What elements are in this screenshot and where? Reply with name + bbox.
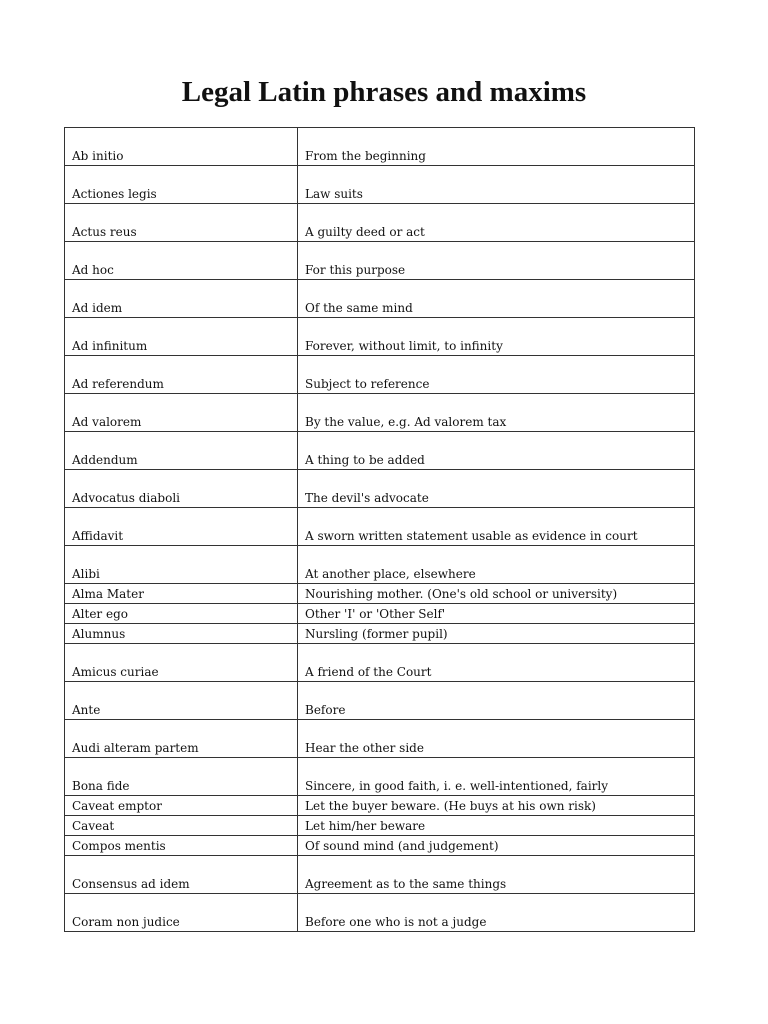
latin-phrase-cell: Bona fide xyxy=(65,758,298,796)
table-row xyxy=(65,584,695,604)
table-row xyxy=(65,318,695,356)
meaning-cell: Let him/her beware xyxy=(298,816,695,836)
latin-phrase-cell: Ante xyxy=(65,682,298,720)
latin-phrase-cell: Alumnus xyxy=(65,624,298,644)
meaning-cell: Before one who is not a judge xyxy=(298,894,695,932)
latin-phrase-cell: Caveat emptor xyxy=(65,796,298,816)
table-row xyxy=(65,356,695,394)
latin-phrase-cell: Ad idem xyxy=(65,280,298,318)
meaning-cell: Let the buyer beware. (He buys at his own risk) xyxy=(298,796,695,816)
table-row xyxy=(65,204,695,242)
latin-phrase-cell: Caveat xyxy=(65,816,298,836)
latin-phrase-cell: Audi alteram partem xyxy=(65,720,298,758)
table-row xyxy=(65,644,695,682)
latin-phrase-cell: Amicus curiae xyxy=(65,644,298,682)
latin-phrase-cell: Actus reus xyxy=(65,204,298,242)
table-row xyxy=(65,856,695,894)
meaning-cell: A thing to be added xyxy=(298,432,695,470)
phrases-table-body xyxy=(65,128,695,932)
table-row xyxy=(65,432,695,470)
table-row xyxy=(65,166,695,204)
meaning-cell: Law suits xyxy=(298,166,695,204)
page-title: Legal Latin phrases and maxims xyxy=(181,76,587,108)
latin-phrase-cell: Alter ego xyxy=(65,604,298,624)
latin-phrase-cell: Ab initio xyxy=(65,128,298,166)
table-row xyxy=(65,546,695,584)
latin-phrase-cell: Advocatus diaboli xyxy=(65,470,298,508)
latin-phrase-cell: Actiones legis xyxy=(65,166,298,204)
meaning-cell: Sincere, in good faith, i. e. well-intentioned, fairly xyxy=(298,758,695,796)
meaning-cell: At another place, elsewhere xyxy=(298,546,695,584)
latin-phrase-cell: Addendum xyxy=(65,432,298,470)
table-row xyxy=(65,816,695,836)
latin-phrase-cell: Alma Mater xyxy=(65,584,298,604)
meaning-cell: A sworn written statement usable as evidence in court xyxy=(298,508,695,546)
latin-phrase-cell: Compos mentis xyxy=(65,836,298,856)
meaning-cell: The devil's advocate xyxy=(298,470,695,508)
meaning-cell: Before xyxy=(298,682,695,720)
table-row xyxy=(65,624,695,644)
meaning-cell: Forever, without limit, to infinity xyxy=(298,318,695,356)
table-row xyxy=(65,682,695,720)
phrases-table xyxy=(64,127,695,932)
table-row xyxy=(65,836,695,856)
meaning-cell: For this purpose xyxy=(298,242,695,280)
latin-phrase-cell: Coram non judice xyxy=(65,894,298,932)
meaning-cell: A guilty deed or act xyxy=(298,204,695,242)
meaning-cell: Of the same mind xyxy=(298,280,695,318)
latin-phrase-cell: Alibi xyxy=(65,546,298,584)
latin-phrase-cell: Ad referendum xyxy=(65,356,298,394)
latin-phrase-cell: Ad hoc xyxy=(65,242,298,280)
meaning-cell: Of sound mind (and judgement) xyxy=(298,836,695,856)
meaning-cell: Agreement as to the same things xyxy=(298,856,695,894)
table-row xyxy=(65,796,695,816)
meaning-cell: A friend of the Court xyxy=(298,644,695,682)
meaning-cell: By the value, e.g. Ad valorem tax xyxy=(298,394,695,432)
table-row xyxy=(65,470,695,508)
table-row xyxy=(65,508,695,546)
meaning-cell: From the beginning xyxy=(298,128,695,166)
table-row xyxy=(65,758,695,796)
latin-phrase-cell: Ad valorem xyxy=(65,394,298,432)
meaning-cell: Nourishing mother. (One's old school or university) xyxy=(298,584,695,604)
latin-phrase-cell: Ad infinitum xyxy=(65,318,298,356)
meaning-cell: Hear the other side xyxy=(298,720,695,758)
table-row xyxy=(65,894,695,932)
meaning-cell: Subject to reference xyxy=(298,356,695,394)
meaning-cell: Other 'I' or 'Other Self' xyxy=(298,604,695,624)
table-row xyxy=(65,394,695,432)
table-row xyxy=(65,128,695,166)
latin-phrase-cell: Affidavit xyxy=(65,508,298,546)
meaning-cell: Nursling (former pupil) xyxy=(298,624,695,644)
table-row xyxy=(65,720,695,758)
table-row xyxy=(65,242,695,280)
table-row xyxy=(65,604,695,624)
table-row xyxy=(65,280,695,318)
latin-phrase-cell: Consensus ad idem xyxy=(65,856,298,894)
